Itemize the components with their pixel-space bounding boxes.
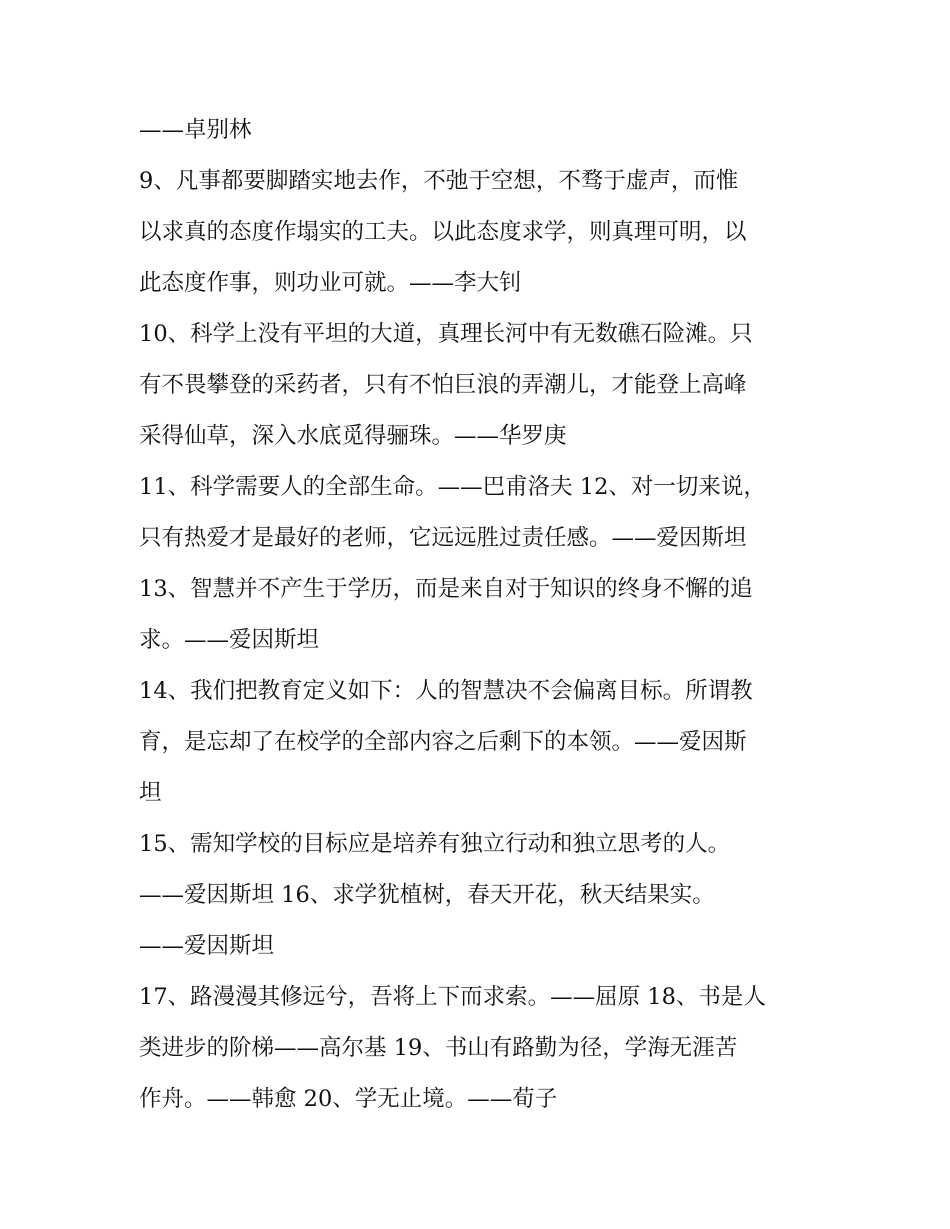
text-line: 类进步的阶梯——高尔基 19、书山有路勤为径，学海无涯苦 — [139, 1035, 738, 1061]
text-line: 11、科学需要人的全部生命。——巴甫洛夫 12、对一切来说， — [139, 474, 766, 500]
text-line: 采得仙草，深入水底觅得骊珠。——华罗庚 — [139, 423, 567, 449]
text-line: 此态度作事，则功业可就。——李大钊 — [139, 270, 522, 296]
text-line: 13、智慧并不产生于学历，而是来自对于知识的终身不懈的追 — [139, 576, 753, 602]
text-line: 17、路漫漫其修远兮，吾将上下而求索。——屈原 18、书是人 — [139, 984, 766, 1010]
text-line: 坦 — [139, 780, 162, 806]
text-line: 14、我们把教育定义如下：人的智慧决不会偏离目标。所谓教 — [139, 678, 753, 704]
text-line: 9、凡事都要脚踏实地去作，不弛于空想，不骛于虚声，而惟 — [139, 168, 739, 194]
text-line: 只有热爱才是最好的老师，它远远胜过责任感。——爱因斯坦 — [139, 525, 747, 551]
quote-text-block — [139, 105, 829, 1125]
text-line: 作舟。——韩愈 20、学无止境。——荀子 — [139, 1086, 558, 1112]
text-line: ——爱因斯坦 — [139, 933, 275, 959]
text-line: 育，是忘却了在校学的全部内容之后剩下的本领。——爱因斯 — [139, 729, 747, 755]
text-line: ——爱因斯坦 16、求学犹植树，春天开花，秋天结果实。 — [139, 882, 715, 908]
text-line: 以求真的态度作塌实的工夫。以此态度求学，则真理可明，以 — [139, 219, 747, 245]
text-line: 10、科学上没有平坦的大道，真理长河中有无数礁石险滩。只 — [139, 321, 753, 347]
text-line: ——卓别林 — [139, 117, 252, 143]
text-line: 求。——爱因斯坦 — [139, 627, 320, 653]
text-line: 有不畏攀登的采药者，只有不怕巨浪的弄潮儿，才能登上高峰 — [139, 372, 747, 398]
text-line: 15、需知学校的目标应是培养有独立行动和独立思考的人。 — [139, 831, 731, 857]
